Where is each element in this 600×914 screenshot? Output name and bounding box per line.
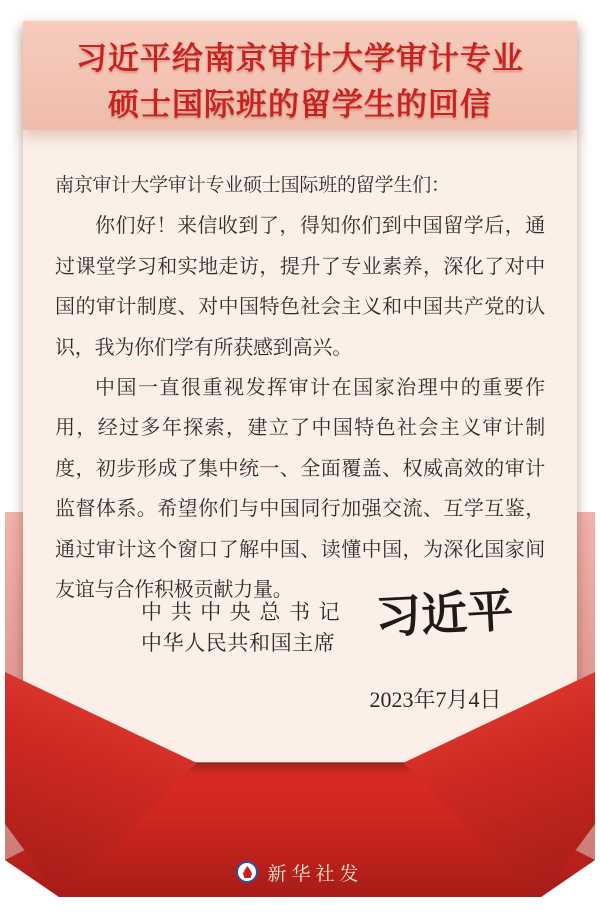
signature-title-president: 中华人民共和国主席 xyxy=(141,631,336,655)
signature-name: 习近平 xyxy=(373,584,515,644)
credit-line xyxy=(0,858,600,886)
poster-title-line1: 习近平给南京审计大学审计专业 xyxy=(76,41,524,76)
signature-title-general-secretary: 中共中央总书记 xyxy=(141,600,349,624)
letter-date: 2023年7月4日 xyxy=(369,687,502,712)
letter-paper xyxy=(23,21,577,762)
poster-title-line2: 硕士国际班的留学生的回信 xyxy=(108,87,492,122)
xinhua-emblem-icon xyxy=(236,861,258,883)
letter-paragraph-2: 中国一直很重视发挥审计在国家治理中的重要作用，经过多年探索，建立了中国特色社会主义审计制度，初步形成了集中统一、全面覆盖、权威高效的审计监督体系。希望你们与中国同行加强交流、互学互鉴，通过审计这个窗口了解中国、读懂中国，为深化国家间友谊与合作积极贡献力量。 xyxy=(55,377,545,602)
letter-paragraph-1: 你们好！来信收到了，得知你们到中国留学后，通过课堂学习和实地走访，提升了专业素养，深化了对中国的审计制度、对中国特色社会主义和中国共产党的认识，我为你们学有所获感到高兴。 xyxy=(55,215,545,359)
credit-text: 新华社发 xyxy=(267,863,364,885)
signature-titles xyxy=(141,597,347,659)
title-banner xyxy=(23,21,577,130)
letter-salutation: 南京审计大学审计专业硕士国际班的留学生们： xyxy=(55,175,450,196)
letter-body xyxy=(55,166,545,610)
xinhua-flame-glyph xyxy=(243,866,252,878)
